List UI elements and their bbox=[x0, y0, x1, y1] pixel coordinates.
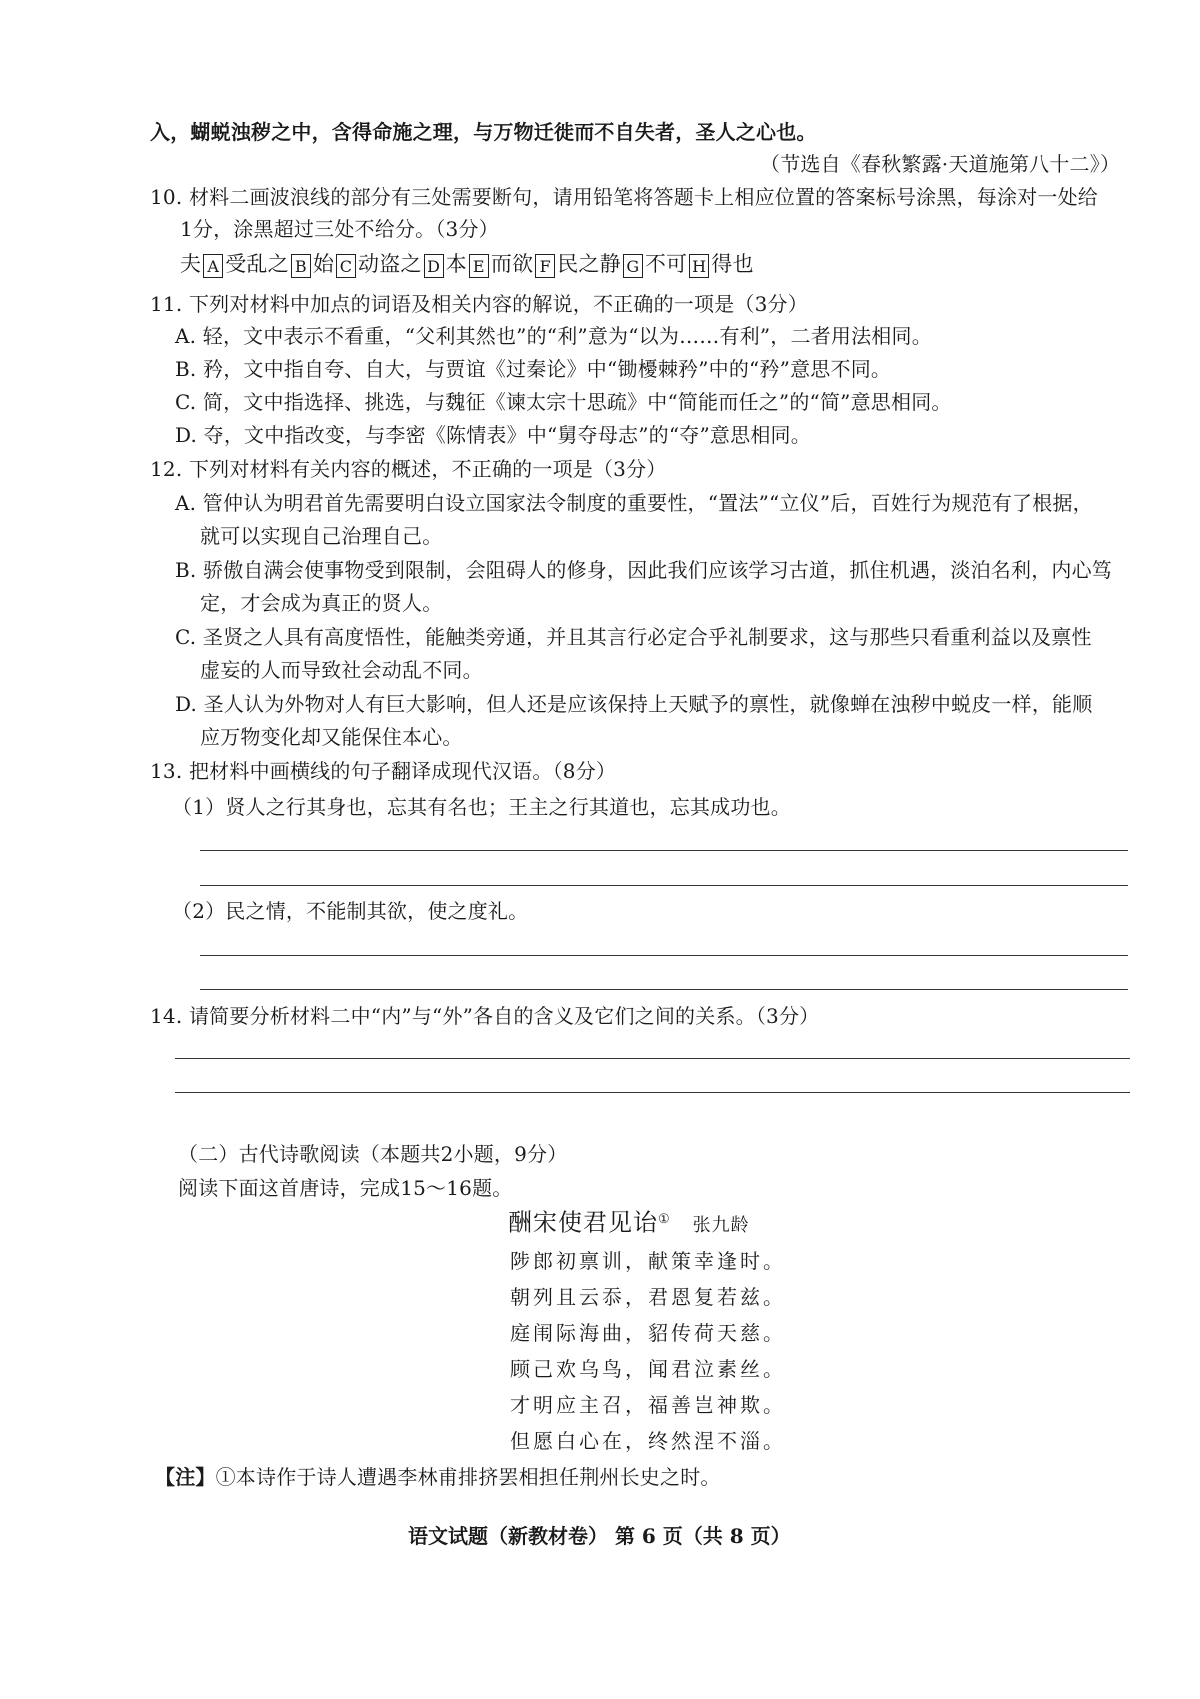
note-label: 【注】 bbox=[155, 1465, 216, 1489]
sentence-part: 民之静 bbox=[557, 252, 621, 276]
poem-line: 朝列且云忝，君恩复若兹。 bbox=[510, 1285, 786, 1309]
q13-stem: 13. 把材料中画横线的句子翻译成现代汉语。（8分） bbox=[150, 759, 617, 783]
note-text: ①本诗作于诗人遭遇李林甫排挤罢相担任荆州长史之时。 bbox=[215, 1465, 721, 1489]
option-box-a[interactable]: A bbox=[203, 254, 223, 278]
poem-note bbox=[155, 1463, 721, 1491]
text-fragment: 入，蝴蜕浊秽之中，含得命施之理，与万物迁徙而不自失者，圣人之心也。 bbox=[150, 120, 817, 144]
q12-option-b-line2: 定，才会成为真正的贤人。 bbox=[200, 591, 443, 615]
q10-stem-line1: 10. 材料二画波浪线的部分有三处需要断句，请用铅笔将答题卡上相应位置的答案标号涂黑，每涂对一处给 bbox=[150, 185, 1098, 209]
blank-margin bbox=[0, 1548, 1200, 1699]
option-box-g[interactable]: G bbox=[623, 254, 643, 278]
poem-line: 顾己欢乌鸟，闻君泣素丝。 bbox=[510, 1357, 786, 1381]
sentence-part: 本 bbox=[445, 252, 467, 276]
q12-option-a-line2: 就可以实现自己治理自己。 bbox=[200, 524, 443, 548]
option-box-d[interactable]: D bbox=[424, 254, 444, 278]
q12-stem: 12. 下列对材料有关内容的概述，不正确的一项是（3分） bbox=[150, 457, 667, 481]
poem-title: 酬宋使君见诒 bbox=[508, 1208, 658, 1237]
answer-line[interactable] bbox=[175, 1092, 1130, 1093]
sentence-part: 而欲 bbox=[490, 252, 534, 276]
section-instruction: 阅读下面这首唐诗，完成15～16题。 bbox=[178, 1176, 513, 1200]
q12-option-d-line1: D. 圣人认为外物对人有巨大影响，但人还是应该保持上天赋予的禀性，就像蝉在浊秽中蜕皮一样，能顺 bbox=[175, 692, 1093, 716]
q12-option-d-line2: 应万物变化却又能保住本心。 bbox=[200, 725, 463, 749]
q11-option-b: B. 矜，文中指自夸、自大，与贾谊《过秦论》中“锄櫌棘矜”中的“矜”意思不同。 bbox=[175, 357, 892, 381]
option-box-c[interactable]: C bbox=[336, 254, 356, 278]
option-box-b[interactable]: B bbox=[291, 254, 311, 278]
answer-line[interactable] bbox=[175, 1058, 1130, 1059]
poem-heading bbox=[508, 1206, 750, 1240]
answer-line[interactable] bbox=[200, 989, 1128, 990]
page-footer: 语文试题（新教材卷） 第 6 页（共 8 页） bbox=[408, 1524, 791, 1548]
option-box-f[interactable]: F bbox=[535, 254, 555, 278]
sentence-part: 夫 bbox=[180, 252, 202, 276]
q12-option-a-line1: A. 管仲认为明君首先需要明白设立国家法令制度的重要性，“置法”“立仪”后，百姓行为规范有了根据， bbox=[175, 491, 1093, 515]
q11-option-a: A. 轻，文中表示不看重，“父利其然也”的“利”意为“以为……有利”，二者用法相同。 bbox=[175, 324, 932, 348]
option-box-h[interactable]: H bbox=[689, 254, 709, 278]
source-note: （节选自《春秋繁露·天道施第八十二》） bbox=[760, 152, 1121, 176]
sentence-part: 受乱之 bbox=[225, 252, 289, 276]
q11-option-d: D. 夺，文中指改变，与李密《陈情表》中“舅夺母志”的“夺”意思相同。 bbox=[175, 423, 811, 447]
poem-line: 但愿白心在，终然涅不淄。 bbox=[510, 1429, 786, 1453]
q10-sentence bbox=[180, 250, 754, 278]
sentence-part: 始 bbox=[312, 252, 335, 276]
answer-line[interactable] bbox=[200, 955, 1128, 956]
poem-author: 张九龄 bbox=[692, 1214, 750, 1236]
poem-line: 才明应主召，福善岂神欺。 bbox=[510, 1393, 786, 1417]
q13-sentence-1: （1）贤人之行其身也，忘其有名也；王主之行其道也，忘其成功也。 bbox=[172, 795, 791, 819]
q12-option-c-line1: C. 圣贤之人具有高度悟性，能触类旁通，并且其言行必定合乎礼制要求，这与那些只看重利益以及禀性 bbox=[175, 625, 1092, 649]
q12-option-b-line1: B. 骄傲自满会使事物受到限制，会阻碍人的修身，因此我们应该学习古道，抓住机遇，淡泊名利，内心笃 bbox=[175, 558, 1113, 582]
q11-option-c: C. 简，文中指选择、挑选，与魏征《谏太宗十思疏》中“简能而任之”的“简”意思相同。 bbox=[175, 390, 952, 414]
q10-stem-line2: 1分，涂黑超过三处不给分。（3分） bbox=[180, 217, 499, 241]
q14-stem: 14. 请简要分析材料二中“内”与“外”各自的含义及它们之间的关系。（3分） bbox=[150, 1004, 820, 1028]
poem-line: 陟郎初禀训，献策幸逢时。 bbox=[510, 1249, 786, 1273]
poem-line: 庭闱际海曲，貂传荷天慈。 bbox=[510, 1321, 786, 1345]
q13-sentence-2: （2）民之情，不能制其欲，使之度礼。 bbox=[172, 899, 529, 923]
sentence-part: 得也 bbox=[711, 252, 754, 276]
section-heading: （二）古代诗歌阅读（本题共2小题，9分） bbox=[178, 1142, 568, 1166]
answer-line[interactable] bbox=[200, 850, 1128, 851]
q11-stem: 11. 下列对材料中加点的词语及相关内容的解说，不正确的一项是（3分） bbox=[150, 292, 808, 316]
option-box-e[interactable]: E bbox=[469, 254, 489, 278]
sentence-part: 动盗之 bbox=[358, 252, 422, 276]
q12-option-c-line2: 虚妄的人而导致社会动乱不同。 bbox=[200, 658, 483, 682]
sentence-part: 不可 bbox=[644, 252, 688, 276]
answer-line[interactable] bbox=[200, 885, 1128, 886]
footnote-mark: ① bbox=[658, 1212, 671, 1227]
